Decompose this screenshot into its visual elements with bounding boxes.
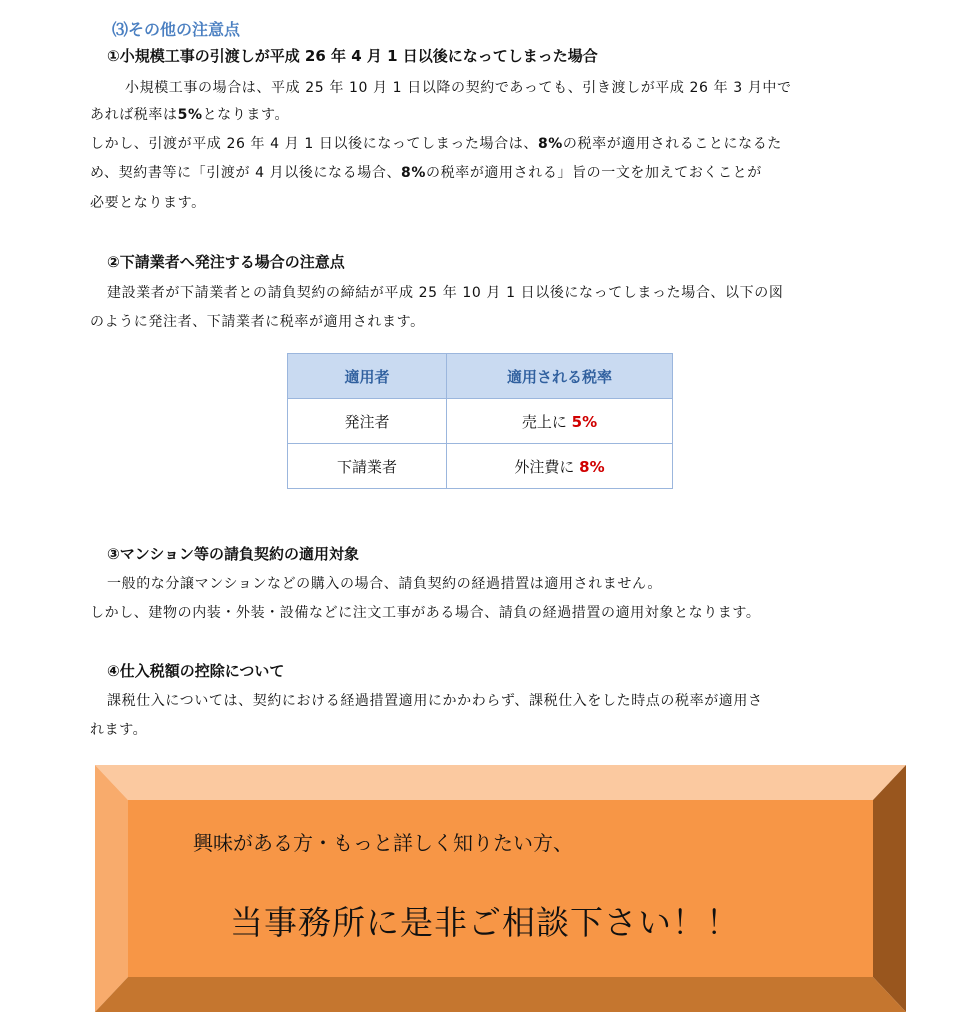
s1-line-5: 必要となります。: [90, 195, 206, 211]
s1-line-3: しかし、引渡が平成 26 年 4 月 1 日以後になってしまった場合は、8%の税率が適用されることになるた: [90, 136, 782, 152]
table-header-applicant: 適用者: [288, 354, 447, 399]
banner-consult-text: 当事務所に是非ご相談下さい！！: [230, 903, 740, 942]
table-cell-rate: 売上に 5%: [447, 399, 673, 444]
table-row: [288, 444, 673, 489]
s3-line-1: 一般的な分譲マンションなどの購入の場合、請負契約の経過措置は適用されません。: [107, 576, 663, 592]
bevel-bottom: [95, 977, 906, 1012]
table-cell-who: 発注者: [288, 399, 447, 444]
rate-value: 8%: [579, 457, 605, 476]
tax-rate-table: [287, 353, 673, 489]
heading-input-tax-deduction: ④仕入税額の控除について: [107, 662, 285, 680]
beveled-frame: [95, 765, 906, 1012]
s2-line-2: のように発注者、下請業者に税率が適用されます。: [90, 314, 425, 330]
s2-line-1: 建設業者が下請業者との請負契約の締結が平成 25 年 10 月 1 日以後になってしまった場合、以下の図: [107, 285, 784, 301]
s4-line-2: れます。: [90, 722, 148, 738]
rate-value: 5%: [571, 412, 598, 431]
bevel-right: [873, 765, 906, 1012]
section-title: ⑶その他の注意点: [112, 20, 241, 39]
s1-line-4: め、契約書等に「引渡が 4 月以後になる場合、8%の税率が適用される」旨の一文を加えておくことが: [90, 165, 762, 181]
rate-5-inline: 5%: [177, 107, 203, 123]
bevel-top: [95, 765, 906, 800]
table-header-rate: 適用される税率: [447, 354, 673, 399]
rate-8-inline: 8%: [401, 165, 427, 181]
s1-line-1: 小規模工事の場合は、平成 25 年 10 月 1 日以降の契約であっても、引き渡しが平成 26 年 3 月中で: [125, 80, 792, 96]
s3-line-2: しかし、建物の内装・外装・設備などに注文工事がある場合、請負の経過措置の適用対象となります。: [90, 605, 761, 621]
s4-line-1: 課税仕入については、契約における経過措置適用にかかわらず、課税仕入をした時点の税率が適用さ: [107, 693, 763, 709]
table-cell-rate: 外注費に 8%: [447, 444, 673, 489]
bevel-left: [95, 765, 128, 1012]
table-row: [288, 399, 673, 444]
banner-interest-text: 興味がある方・もっと詳しく知りたい方、: [193, 831, 573, 855]
heading-small-construction: ①小規模工事の引渡しが平成 26 年 4 月 1 日以後になってしまった場合: [107, 47, 598, 65]
consultation-banner: [95, 765, 906, 1012]
heading-subcontractor: ②下請業者へ発注する場合の注意点: [107, 253, 345, 271]
table-cell-who: 下請業者: [288, 444, 447, 489]
table-header-row: [288, 354, 673, 399]
rate-8-inline: 8%: [537, 136, 563, 152]
s1-line-2: あれば税率は5%となります。: [90, 107, 290, 123]
heading-condominium: ③マンション等の請負契約の適用対象: [107, 545, 360, 563]
